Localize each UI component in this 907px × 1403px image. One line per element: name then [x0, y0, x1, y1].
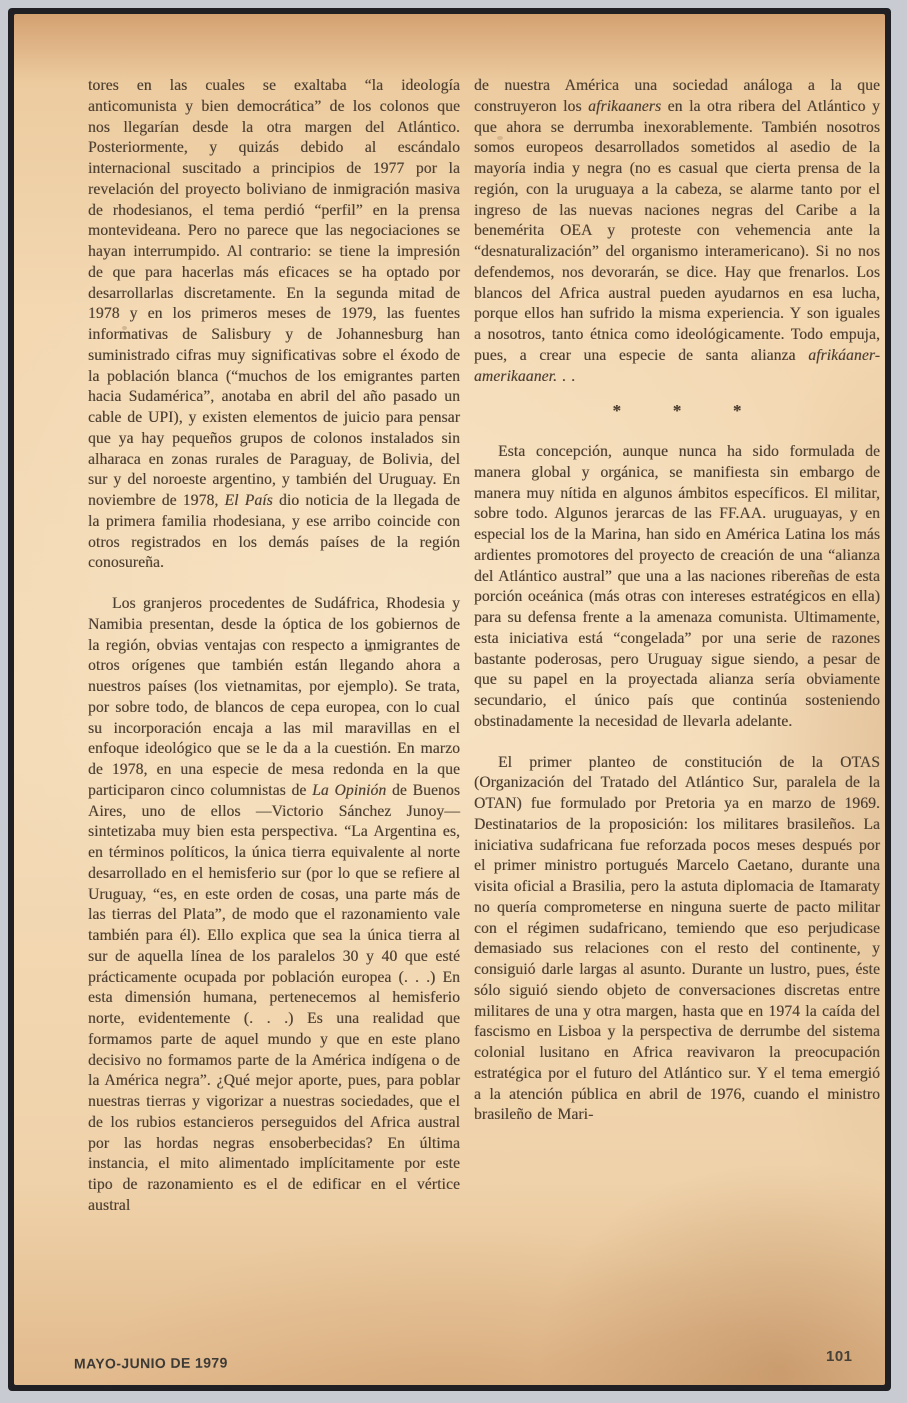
paragraph: El primer planteo de constitución de la OTAS (Organización del Tratado del Atlántico Sur, paralela de la OTAN) fue formulado por Pretoria ya en marzo de 1969. Destinatarios de la proposición: los militares brasileños. La iniciativa sudafricana fue reforzada pocos meses después por el primer ministro portugués Marcelo Caetano, durante una visita oficial a Brasilia, pero la astuta diplomacia de Itamaraty no quería comprometerse en ninguna suerte de pacto militar con el régimen sudafricano, temiendo que eso perjudicase demasiado sus relaciones con el resto del continente, y consiguió darle largas al asunto. Durante un lustro, pues, éste sólo siguió siendo objeto de conversaciones discretas entre militares de una y otra margen, hasta que en 1974 la caída del fascismo en Lisboa y la perspectiva de derrumbe del sistema colonial lusitano en Africa reavivaron la preocupación estratégica por el futuro del Atlántico sur. Y el tema emergió a la atención pública en abril de 1976, cuando el ministro brasileño de Mari-: [474, 753, 880, 1124]
paragraph: Los granjeros procedentes de Sudáfrica, Rhodesia y Namibia presentan, desde la óptica de los gobiernos de la región, obvias ventajas con respecto a inmigrantes de otros orígenes que también están llegando ahora a nuestros países (los vietnamitas, por ejemplo). Se trata, por sobre todo, de blancos de cepa europea, con lo cual su incorporación encaja a las mil maravillas en el enfoque ideológico que se le da a la cuestión. En marzo de 1978, en una especie de mesa redonda en la que participaron cinco columnistas de La Opinión de Buenos Aires, uno de ellos —Victorio Sánchez Junoy— sintetizaba muy bien esta perspectiva. “La Argentina es, en términos políticos, la única tierra equivalente al norte desarrollado en el hemisferio sur (por lo que se refiere al Uruguay, “es, en este orden de cosas, una parte más de las tierras del Plata”, de modo que el razonamiento vale también para él). Ello explica que sea la única tierra al sur de aquella línea de los paralelos 30 y 40 que esté prácticamente ocupada por población europea (. . .) En esta dimensión humana, pertenecemos al hemisferio norte, evidentemente (. . .) Es una realidad que formamos parte de aquel mundo y que en este plano decisivo no formamos parte de la América indígena o de la América negra”. ¿Qué mejor aporte, pues, para poblar nuestras tierras y vigorizar a nuestras sociedades, que el de los rubios estancieros perseguidos del Africa austral por las hordas negras ensoberbecidas? En última instancia, el mito alimentado implícitamente por este tipo de razonamiento es el de edificar en el vértice austral: [88, 595, 460, 1214]
column-left: [88, 76, 460, 1217]
journal-issue-footer: MAYO-JUNIO DE 1979: [73, 1354, 228, 1372]
asterisk-glyph: *: [612, 401, 622, 421]
paragraph: de nuestra América una sociedad análoga a la que construyeron los afrikaaners en la otra ribera del Atlántico y que ahora se derrumba inexorablemente. También nosotros somos europeos desarrollados sometidos al asedio de la mayoría india y negra (no es casual que cierta prensa de la región, con la uruguaya a la cabeza, se alarme tanto por el ingreso de las nuevas naciones negras del Caribe a la benemérita OEA y proteste con vehemencia ante la “desnaturalización” del organismo interamericano). Si no nos defendemos, nos devorarán, se dice. Hay que frenarlos. Los blancos del Africa austral pueden ayudarnos en esa lucha, porque ellos han sufrido la misma experiencia. Y son iguales a nosotros, tanto étnica como ideológicamente. Todo empuja, pues, a crear una especie de santa alianza afrikáaner-amerikaaner. . .: [474, 77, 880, 385]
paragraph: Esta concepción, aunque nunca ha sido formulada de manera global y orgánica, se manifiesta sin embargo de manera muy nítida en algunos ámbitos específicos. El militar, sobre todo. Algunos jerarcas de las FF.AA. uruguayas, y en especial los de la Marina, han sido en América Latina los más ardientes promotores del proyecto de creación de una “alianza del Atlántico austral” que una a las naciones ribereñas de esta porción oceánica (más otras con intereses estratégicos en ella) para su defensa frente a la amenaza comunista. Ultimamente, esta iniciativa está “congelada” por una serie de razones bastante poderosas, pero Uruguay sigue siendo, a pesar de que su papel en la proyectada alianza sería obviamente secundario, el único país que continúa sosteniendo obstinadamente la necesidad de llevarla adelante.: [474, 443, 880, 730]
page-number: 101: [826, 1348, 853, 1365]
page-frame: [8, 8, 891, 1391]
paper-surface: [14, 14, 885, 1385]
paragraph: tores en las cuales se exaltaba “la ideología anticomunista y bien democrática” de los colonos que nos llegarían desde la otra margen del Atlántico. Posteriormente, y quizás debido al escándalo internacional suscitado a principios de 1977 por la revelación del proyecto boliviano de inmigración masiva de rhodesianos, el tema perdió “perfil” en la prensa montevideana. Pero no parece que las negociaciones se hayan interrumpido. Al contrario: se tiene la impresión de que para hacerlas más eficaces se ha optado por desarrollarlas discretamente. En la segunda mitad de 1978 y en los primeros meses de 1979, las fuentes informativas de Salisbury y de Johannesburg han suministrado cifras muy significativas sobre el éxodo de la población blanca (“muchos de los emigrantes parten hacia Sudamérica”, anotaba en abril del año pasado un cable de UPI), y existen elementos de juicio para pensar que ya hay pequeños grupos de colonos instalados sin alharaca en zonas rurales de Paraguay, de Bolivia, del sur y del noroeste argentino, y también del Uruguay. En noviembre de 1978, El País dio noticia de la llegada de la primera familia rhodesiana, y ese arribo coincide con otros registrados en los demás países de la región conosureña.: [88, 77, 461, 572]
asterisk-separator: [474, 401, 880, 422]
column-right: [474, 76, 880, 1126]
asterisk-glyph: *: [672, 401, 682, 421]
asterisk-glyph: *: [732, 401, 742, 421]
